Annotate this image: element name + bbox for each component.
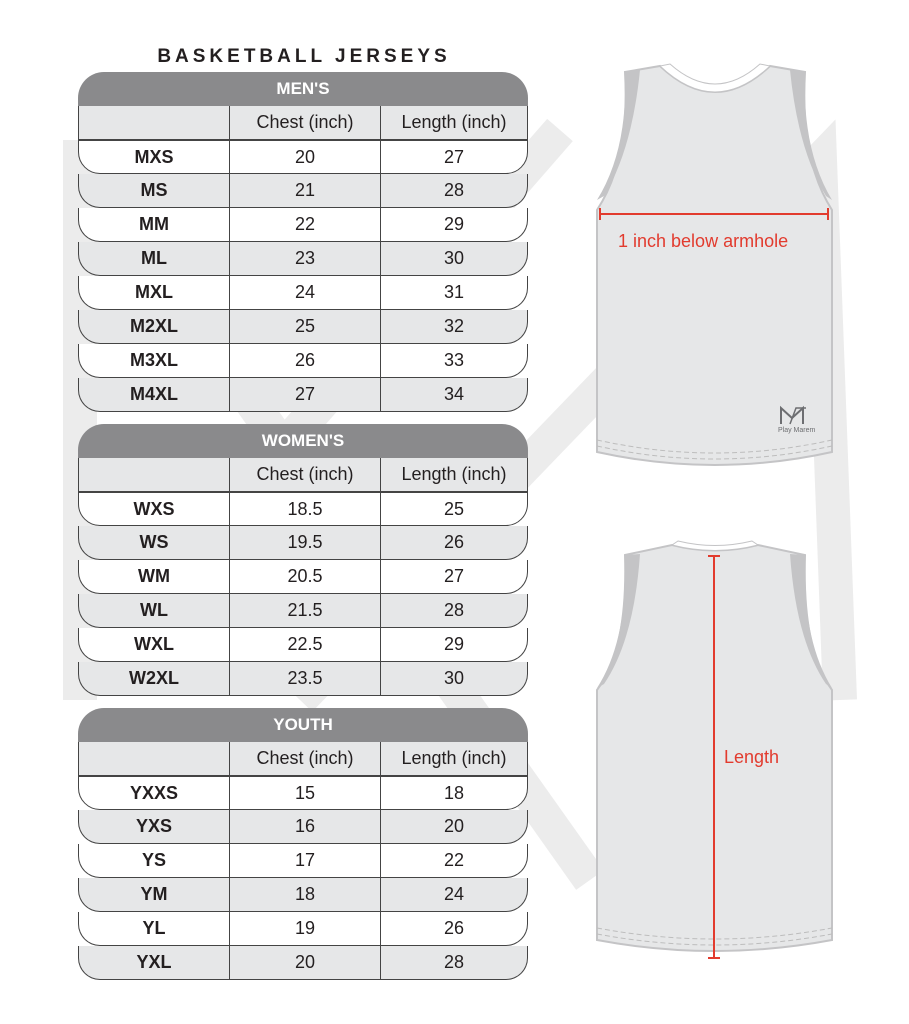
chest-cell: 21.5 xyxy=(229,594,380,627)
length-cell: 26 xyxy=(380,526,527,559)
chest-column-header: Chest (inch) xyxy=(229,458,380,491)
length-column-header: Length (inch) xyxy=(380,742,527,775)
length-cell: 31 xyxy=(380,276,527,309)
chest-cell: 20 xyxy=(229,946,380,979)
size-cell: YM xyxy=(140,884,168,904)
chest-cell: 23 xyxy=(229,242,380,275)
chest-column-header: Chest (inch) xyxy=(229,106,380,139)
chest-cell: 22.5 xyxy=(229,628,380,661)
size-cell: YXL xyxy=(136,952,172,972)
chest-cell: 21 xyxy=(229,174,380,207)
chest-cell: 25 xyxy=(229,310,380,343)
size-cell: M3XL xyxy=(129,350,178,370)
chest-measure-label: 1 inch below armhole xyxy=(618,231,789,251)
size-cell: YXXS xyxy=(129,782,179,803)
length-column-header: Length (inch) xyxy=(380,106,527,139)
table-heading: YOUTH xyxy=(78,708,528,742)
chest-cell: 26 xyxy=(229,344,380,377)
chest-cell: 22 xyxy=(229,208,380,241)
front-jersey xyxy=(597,64,832,465)
size-cell: MM xyxy=(139,214,169,234)
back-jersey xyxy=(597,541,832,958)
size-cell: YL xyxy=(142,918,166,938)
size-cell: WXL xyxy=(134,634,174,654)
chest-column-header: Chest (inch) xyxy=(229,742,380,775)
chest-cell: 27 xyxy=(229,378,380,411)
chest-cell: 17 xyxy=(229,844,380,877)
length-cell: 34 xyxy=(380,378,527,411)
chest-cell: 18.5 xyxy=(229,493,380,525)
table-heading: MEN'S xyxy=(78,72,528,106)
size-cell: YXS xyxy=(135,816,173,836)
size-cell: WM xyxy=(138,566,170,586)
chest-cell: 24 xyxy=(229,276,380,309)
size-cell: WL xyxy=(140,600,168,620)
length-cell: 22 xyxy=(380,844,527,877)
page-title: BASKETBALL JERSEYS xyxy=(157,46,451,67)
chest-cell: 19.5 xyxy=(229,526,380,559)
chest-cell: 19 xyxy=(229,912,380,945)
length-cell: 27 xyxy=(380,141,527,173)
table-heading: WOMEN'S xyxy=(78,424,528,458)
brand-logo-text: Play Marem xyxy=(778,427,816,434)
length-cell: 20 xyxy=(380,810,527,843)
length-cell: 30 xyxy=(380,662,527,695)
size-cell: ML xyxy=(141,248,167,268)
length-cell: 28 xyxy=(380,174,527,207)
size-cell: WS xyxy=(139,532,169,552)
length-cell: 30 xyxy=(380,242,527,275)
length-measure-label: Length xyxy=(724,747,780,767)
length-cell: 28 xyxy=(380,946,527,979)
length-cell: 32 xyxy=(380,310,527,343)
length-cell: 29 xyxy=(380,208,527,241)
chest-cell: 15 xyxy=(229,777,380,809)
chest-cell: 20 xyxy=(229,141,380,173)
length-cell: 33 xyxy=(380,344,527,377)
length-cell: 27 xyxy=(380,560,527,593)
size-cell: WXS xyxy=(133,498,175,519)
size-cell: MS xyxy=(140,180,168,200)
length-cell: 18 xyxy=(380,777,527,809)
length-cell: 26 xyxy=(380,912,527,945)
size-cell: M4XL xyxy=(129,384,178,404)
length-cell: 24 xyxy=(380,878,527,911)
chest-cell: 20.5 xyxy=(229,560,380,593)
size-cell: MXL xyxy=(135,282,173,302)
size-cell: W2XL xyxy=(128,668,179,688)
length-column-header: Length (inch) xyxy=(380,458,527,491)
chest-cell: 23.5 xyxy=(229,662,380,695)
length-cell: 29 xyxy=(380,628,527,661)
length-cell: 28 xyxy=(380,594,527,627)
size-cell: M2XL xyxy=(129,316,178,336)
size-cell: MXS xyxy=(134,146,174,167)
size-cell: YS xyxy=(141,850,166,870)
length-cell: 25 xyxy=(380,493,527,525)
chest-cell: 16 xyxy=(229,810,380,843)
chest-cell: 18 xyxy=(229,878,380,911)
